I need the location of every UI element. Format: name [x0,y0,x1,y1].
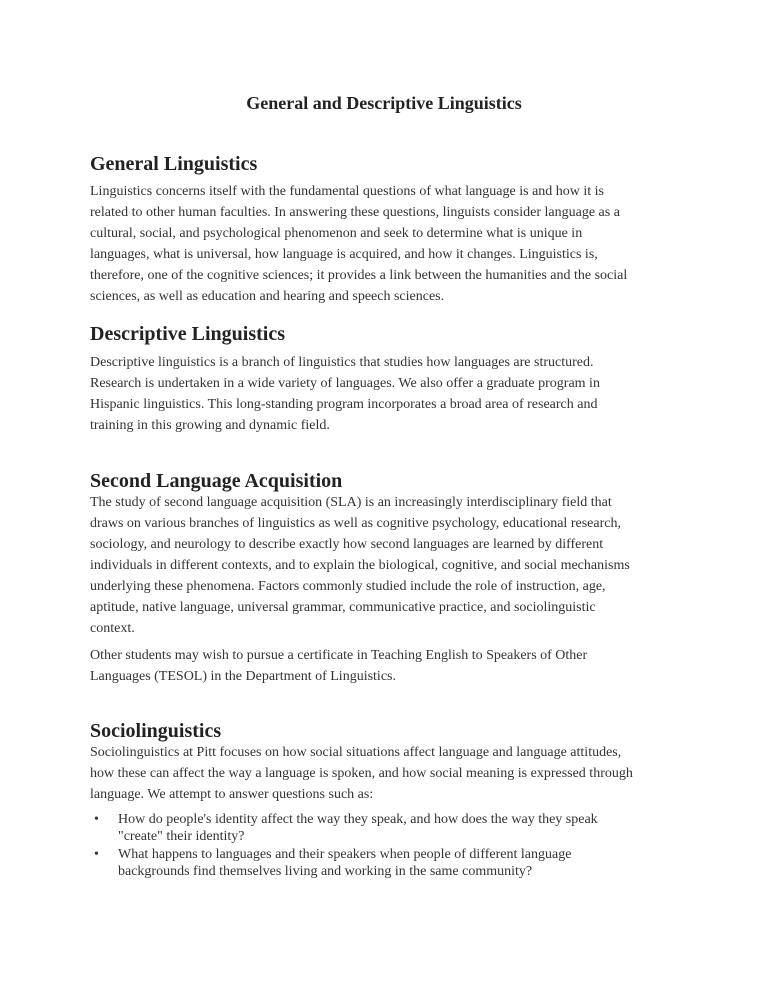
text-line: draws on various branches of linguistics as well as cognitive psychology, educational research, [90,516,621,531]
text-line: how these can affect the way a language is spoken, and how social meaning is expressed through [90,766,633,781]
section-heading-sociolinguistics: Sociolinguistics [90,720,222,742]
text-line: individuals in different contexts, and to explain the biological, cognitive, and social mechanisms [90,558,630,573]
text-line: Hispanic linguistics. This long-standing program incorporates a broad area of research and [90,397,598,412]
paragraph-sla-intro [90,492,690,639]
text-line: Other students may wish to pursue a certificate in Teaching English to Speakers of Other [90,648,588,663]
text-line: underlying these phenomena. Factors commonly studied include the role of instruction, age, [90,579,606,594]
text-line: aptitude, native language, universal grammar, communicative practice, and sociolinguistic [90,600,596,615]
list-item [90,811,690,845]
paragraph-sla-tesol [90,645,690,687]
text-line: therefore, one of the cognitive sciences; it provides a link between the humanities and the social [90,268,628,283]
text-line: Linguistics concerns itself with the fundamental questions of what language is and how it is [90,184,605,199]
sociolinguistics-question-list [90,811,690,880]
list-item-line: How do people's identity affect the way they speak, and how does the way they speak [118,812,598,827]
text-line: Descriptive linguistics is a branch of linguistics that studies how languages are structured. [90,355,594,370]
text-line: Sociolinguistics at Pitt focuses on how social situations affect language and language attitudes, [90,745,622,760]
text-line: Languages (TESOL) in the Department of Linguistics. [90,669,396,684]
list-item-line: backgrounds find themselves living and working in the same community? [118,864,533,879]
text-line: context. [90,621,135,636]
text-line: related to other human faculties. In answering these questions, linguists consider language as a [90,205,620,220]
section-heading-general-linguistics: General Linguistics [90,153,258,175]
text-line: cultural, social, and psychological phenomenon and seek to determine what is unique in [90,226,583,241]
text-line: languages, what is universal, how language is acquired, and how it changes. Linguistics is, [90,247,598,262]
list-item [90,846,690,880]
text-line: The study of second language acquisition (SLA) is an increasingly interdisciplinary field that [90,495,612,510]
paragraph-general-linguistics [90,181,690,307]
bullet-icon: • [94,847,99,862]
text-line: sociology, and neurology to describe exactly how second languages are learned by different [90,537,604,552]
text-line: language. We attempt to answer questions such as: [90,787,374,802]
section-heading-descriptive-linguistics: Descriptive Linguistics [90,323,285,345]
text-line: Research is undertaken in a wide variety of languages. We also offer a graduate program in [90,376,600,391]
document-title: General and Descriptive Linguistics [246,93,522,113]
text-line: sciences, as well as education and hearing and speech sciences. [90,289,445,304]
list-item-line: "create" their identity? [118,829,245,844]
paragraph-sociolinguistics [90,742,690,805]
text-line: training in this growing and dynamic field. [90,418,330,433]
section-heading-second-language-acquisition: Second Language Acquisition [90,470,343,492]
bullet-icon: • [94,812,99,827]
list-item-line: What happens to languages and their speakers when people of different language [118,847,572,862]
paragraph-descriptive-linguistics [90,352,690,436]
